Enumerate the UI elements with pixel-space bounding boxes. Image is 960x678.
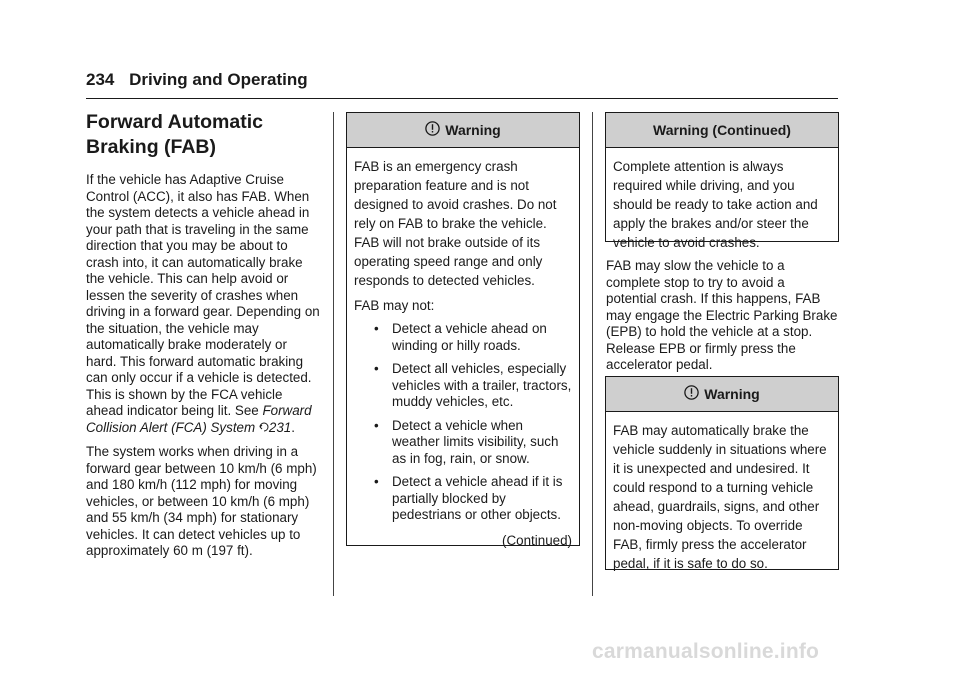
column-divider-left: [333, 112, 334, 596]
warning-box-1-text: FAB is an emergency crash preparation feature and is not designed to avoid crashes. Do not rely on FAB to brake the vehicle. FAB will not brake outside of its operating speed range and only responds to detected vehicles.: [354, 159, 557, 288]
warning-symbol-icon: [684, 385, 699, 400]
list-item: • Detect a vehicle when weather limits visibility, such as in fog, rain, or snow.: [374, 417, 559, 466]
fab-stop-paragraph: FAB may slow the vehicle to a complete stop to try to avoid a potential crash. If this happens, FAB may engage the Electric Parking Brake (EPB) to hold the vehicle at a stop. Release EPB or firmly press the accelerator pedal.: [606, 258, 838, 372]
warning-continued-header: Warning (Continued): [606, 113, 838, 148]
page-reference-icon: [259, 420, 269, 435]
intro-paragraph: If the vehicle has Adaptive Cruise Control (ACC), it also has FAB. When the system detects a vehicle ahead in your path that is traveling in the same direction that you may be about to crash into, it can automatically brake the vehicle. This can help avoid or lessen the severity of crashes when driving in a forward gear. Depending on the situation, the vehicle may automatically brake moderately or hard. This forward automatic braking can only occur if a vehicle is detected. This is shown by the FCA vehicle ahead indicator being lit. See Forward Collision Alert (FCA) System 231.: [86, 172, 320, 435]
speed-range-paragraph: The system works when driving in a forward gear between 10 km/h (6 mph) and 180 km/h (112 mph) for moving vehicles, or between 10 km/h (6 mph) and 55 km/h (34 mph) for stationary vehicles. It can detect vehicles up to approximately 60 m (197 ft).: [86, 444, 317, 558]
warning-box-1: [346, 112, 580, 546]
fca-reference-link[interactable]: Forward Collision Alert (FCA) System: [86, 403, 312, 435]
list-item: • Detect a vehicle ahead if it is partially blocked by pedestrians or other objects.: [374, 474, 563, 522]
intro-text: If the vehicle has Adaptive Cruise Control (ACC), it also has FAB. When the system detects a vehicle ahead in your path that is traveling in the same direction that you may be about to crash into, it can automatically brake the vehicle. This can help avoid or lessen the severity of crashes when driving in a forward gear. Depending on the situation, the vehicle may automatically brake moderately or hard. This forward automatic braking can only occur if a vehicle is detected. This is shown by the FCA vehicle ahead indicator being lit.: [86, 172, 320, 418]
list-item: • Detect a vehicle ahead on winding or hilly roads.: [374, 321, 547, 353]
warning-box-2-title: Warning: [704, 385, 760, 402]
may-not-list: [354, 321, 572, 524]
warning-box-2: [605, 376, 839, 570]
see-prefix: See: [234, 403, 263, 418]
section-heading: Forward Automatic Braking (FAB): [86, 111, 263, 158]
warning-box-2-text: FAB may automatically brake the vehicle suddenly in situations where it is unexpected and undesired. It could respond to a turning vehicle ahead, guardrails, signs, and other non-moving objects. To override FAB, firmly press the accelerator pedal, if it is safe to do so.: [613, 423, 827, 571]
column-1: [86, 110, 320, 568]
warning-continued-text: Complete attention is always required while driving, and you should be ready to take action and apply the brakes and/or steer the vehicle to avoid crashes.: [613, 159, 818, 250]
page-number: 234: [86, 70, 115, 89]
warning-box-1-title: Warning: [445, 121, 501, 138]
warning-box-1-body: [347, 148, 579, 556]
may-not-label: FAB may not:: [354, 298, 435, 313]
column-divider-right: [592, 112, 593, 596]
list-item: • Detect all vehicles, especially vehicles with a trailer, tractors, muddy vehicles, etc.: [374, 361, 572, 409]
continued-label: (Continued): [502, 532, 572, 548]
fca-reference-page[interactable]: 231: [268, 419, 292, 435]
watermark: carmanualsonline.info: [592, 640, 820, 663]
warning-continued-box: [605, 112, 839, 250]
section-title: Driving and Operating: [129, 70, 308, 89]
warning-box-2-body: [606, 412, 838, 585]
warning-box-1-header: [347, 113, 579, 148]
header-rule: [86, 98, 838, 99]
warning-continued-body: [606, 148, 838, 264]
page-header: [86, 70, 308, 90]
warning-symbol-icon: [425, 121, 440, 136]
warning-box-2-header: [606, 377, 838, 412]
